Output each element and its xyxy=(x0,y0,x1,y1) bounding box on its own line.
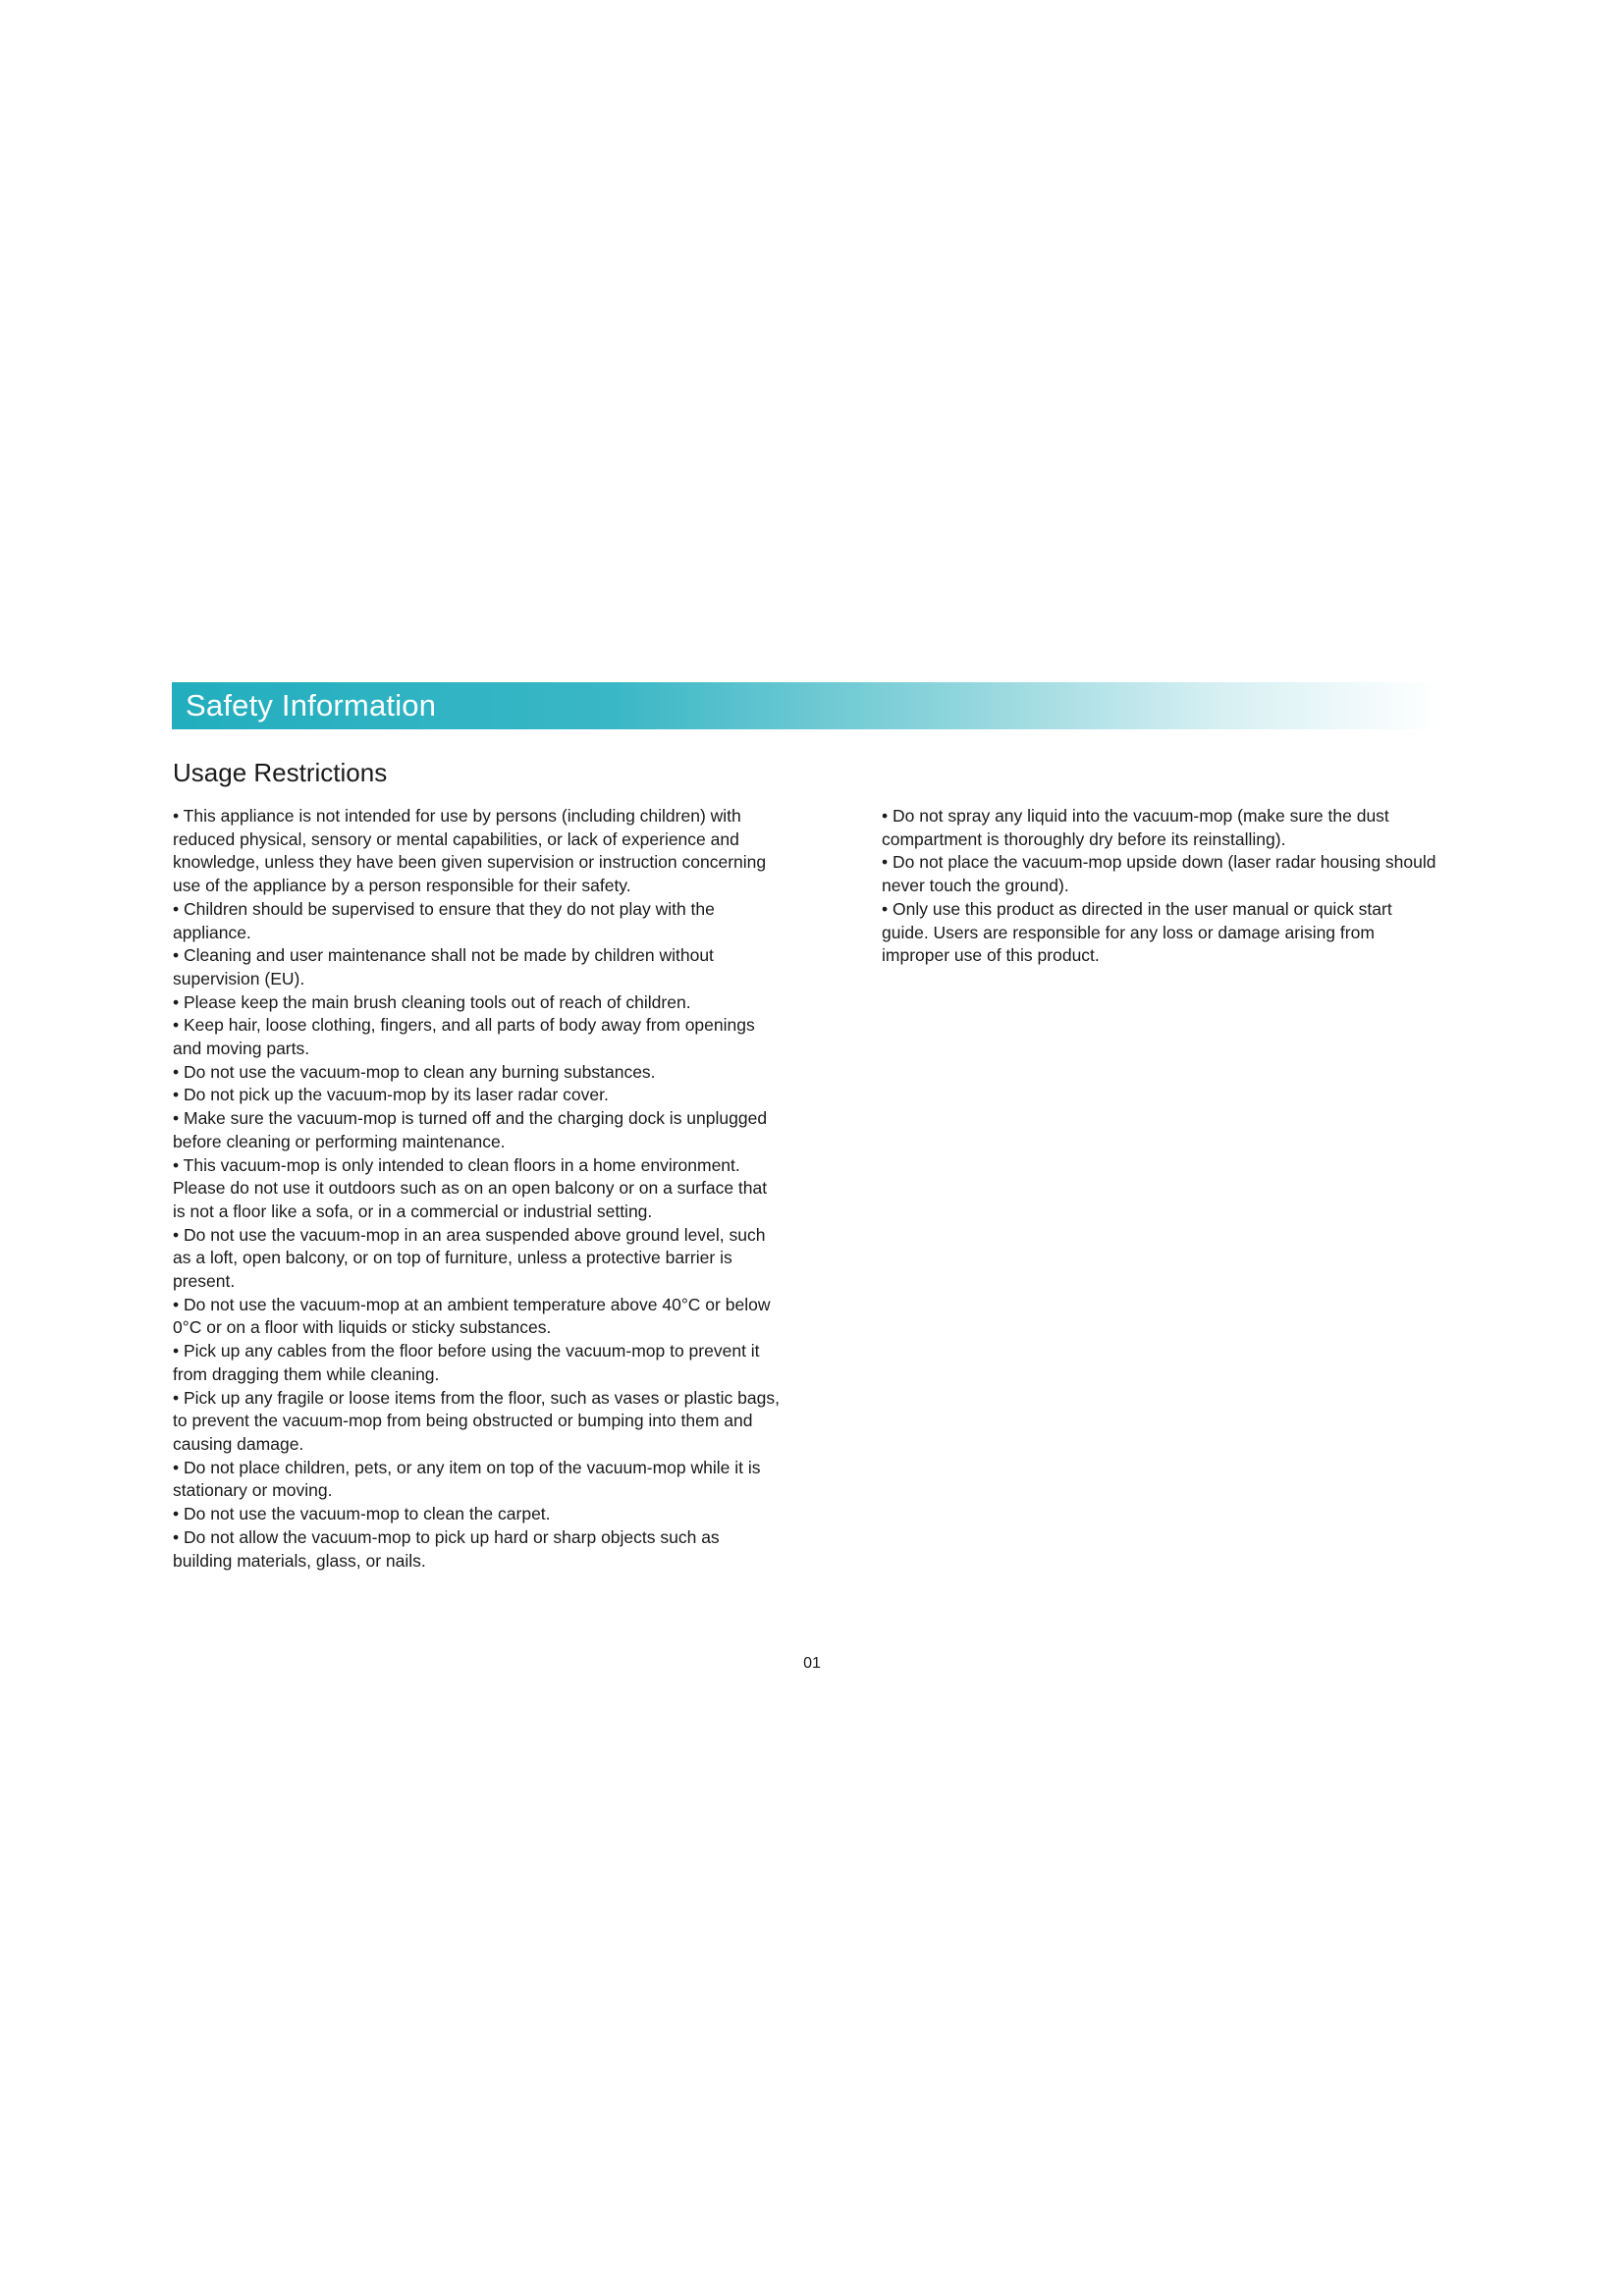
restriction-item: • Only use this product as directed in the user manual or quick start guide. Users are responsible for any loss or damage arising from improper use of this product. xyxy=(882,898,1392,966)
right-column xyxy=(882,805,1441,968)
section-banner xyxy=(172,682,1438,729)
restriction-item: • Pick up any fragile or loose items from the floor, such as vases or plastic bags, to prevent the vacuum-mop from being obstructed or bumping into them and causing damage. xyxy=(173,1387,780,1454)
restriction-item: • Keep hair, loose clothing, fingers, and all parts of body away from openings and moving parts. xyxy=(173,1015,755,1059)
restriction-item: • Do not use the vacuum-mop to clean any burning substances. xyxy=(173,1061,656,1082)
restriction-item: • Do not place children, pets, or any item on top of the vacuum-mop while it is stationary or moving. xyxy=(173,1457,761,1501)
left-column xyxy=(173,805,782,1573)
restriction-item: • Cleaning and user maintenance shall not be made by children without supervision (EU). xyxy=(173,945,714,988)
restriction-item: • Do not pick up the vacuum-mop by its laser radar cover. xyxy=(173,1085,609,1105)
restriction-item: • Do not allow the vacuum-mop to pick up hard or sharp objects such as building materials, glass, or nails. xyxy=(173,1526,720,1571)
restriction-item: • Do not use the vacuum-mop in an area suspended above ground level, such as a loft, open balcony, or on top of furniture, unless a protective barrier is present. xyxy=(173,1224,766,1292)
restriction-item: • Do not use the vacuum-mop at an ambient temperature above 40°C or below 0°C or on a floor with liquids or sticky substances. xyxy=(173,1294,771,1338)
restriction-item: • Do not place the vacuum-mop upside down (laser radar housing should never touch the ground). xyxy=(882,852,1436,896)
restriction-item: • Do not spray any liquid into the vacuum-mop (make sure the dust compartment is thoroughly dry before its reinstalling). xyxy=(882,806,1389,849)
section-subtitle: Usage Restrictions xyxy=(173,758,388,787)
restriction-item: • Pick up any cables from the floor before using the vacuum-mop to prevent it from dragging them while cleaning. xyxy=(173,1341,760,1384)
restriction-item: • Do not use the vacuum-mop to clean the carpet. xyxy=(173,1504,551,1524)
restriction-item: • Children should be supervised to ensure that they do not play with the appliance. xyxy=(173,898,715,942)
restriction-item: • This appliance is not intended for use by persons (including children) with reduced physical, sensory or mental capabilities, or lack of experience and knowledge, unless they have been given supervision or instruction concerning use of the appliance by a person responsible for their safety. xyxy=(173,806,767,896)
banner-title: Safety Information xyxy=(186,688,437,722)
page-number: 01 xyxy=(803,1655,821,1672)
restriction-item: • This vacuum-mop is only intended to clean floors in a home environment. Please do not use it outdoors such as on an open balcony or on a surface that is not a floor like a sofa, or in a commercial or industrial setting. xyxy=(173,1154,768,1221)
restriction-item: • Make sure the vacuum-mop is turned off and the charging dock is unplugged before cleaning or performing maintenance. xyxy=(173,1108,768,1151)
restriction-item: • Please keep the main brush cleaning tools out of reach of children. xyxy=(173,991,691,1012)
